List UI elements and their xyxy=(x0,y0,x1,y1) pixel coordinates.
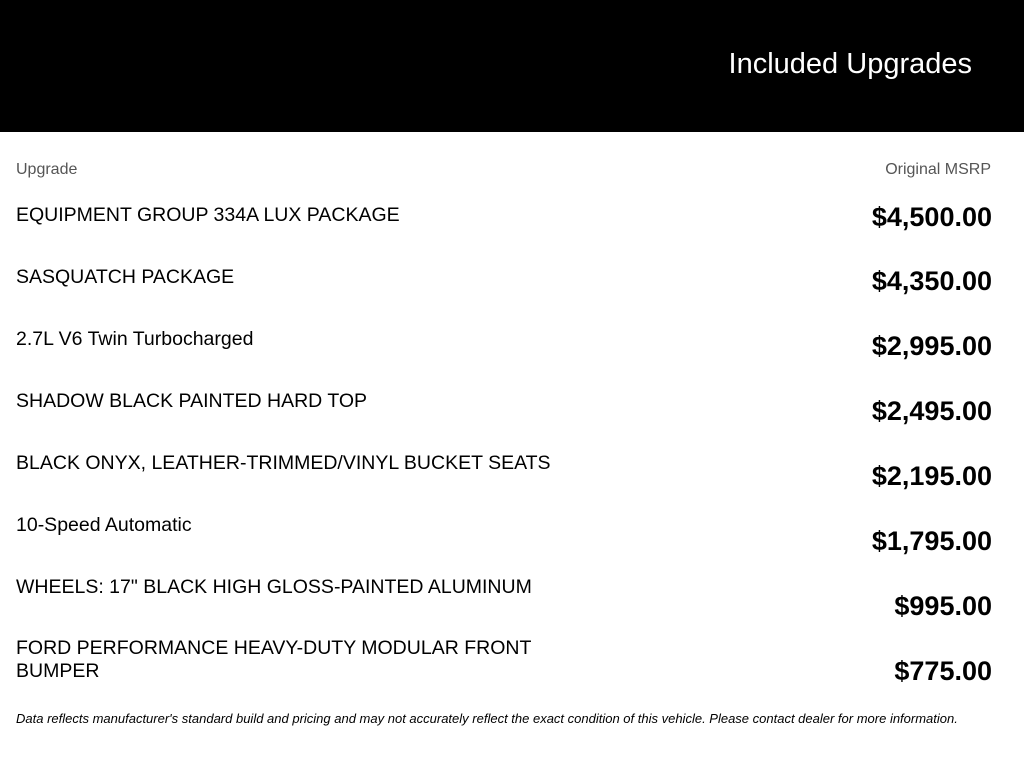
upgrade-name: 10-Speed Automatic xyxy=(16,514,192,536)
upgrade-name: SASQUATCH PACKAGE xyxy=(16,266,235,288)
upgrade-price: $2,495.00 xyxy=(871,396,992,426)
upgrade-name: BLACK ONYX, LEATHER-TRIMMED/VINYL BUCKET SEATS xyxy=(16,452,551,474)
list-item xyxy=(0,556,1024,621)
list-item xyxy=(0,308,1024,370)
header-banner xyxy=(0,0,1024,132)
upgrade-price: $4,500.00 xyxy=(871,202,992,232)
list-item xyxy=(0,246,1024,308)
upgrade-name: 2.7L V6 Twin Turbocharged xyxy=(16,328,254,350)
upgrade-price: $2,195.00 xyxy=(871,461,992,491)
list-item xyxy=(0,432,1024,494)
upgrade-price: $1,795.00 xyxy=(871,526,992,556)
upgrade-price: $2,995.00 xyxy=(871,331,992,361)
upgrade-price: $4,350.00 xyxy=(871,266,992,296)
list-item xyxy=(0,184,1024,246)
list-item xyxy=(0,370,1024,432)
upgrade-name: EQUIPMENT GROUP 334A LUX PACKAGE xyxy=(16,204,400,226)
upgrade-price: $775.00 xyxy=(894,656,992,686)
upgrades-list xyxy=(0,184,1024,686)
upgrade-name: FORD PERFORMANCE HEAVY-DUTY MODULAR FRONT BUMPER xyxy=(16,637,531,682)
upgrade-name: SHADOW BLACK PAINTED HARD TOP xyxy=(16,390,368,412)
column-header-msrp: Original MSRP xyxy=(885,161,991,178)
list-item xyxy=(0,494,1024,556)
list-item xyxy=(0,618,1024,686)
upgrade-name: WHEELS: 17" BLACK HIGH GLOSS-PAINTED ALUMINUM xyxy=(16,576,532,598)
column-header-upgrade: Upgrade xyxy=(16,161,78,178)
page-title: Included Upgrades xyxy=(728,48,972,80)
disclaimer-text: Data reflects manufacturer's standard build and pricing and may not accurately reflect the exact condition of this vehicle. Please contact dealer for more information. xyxy=(16,711,958,726)
upgrade-price: $995.00 xyxy=(894,591,992,621)
